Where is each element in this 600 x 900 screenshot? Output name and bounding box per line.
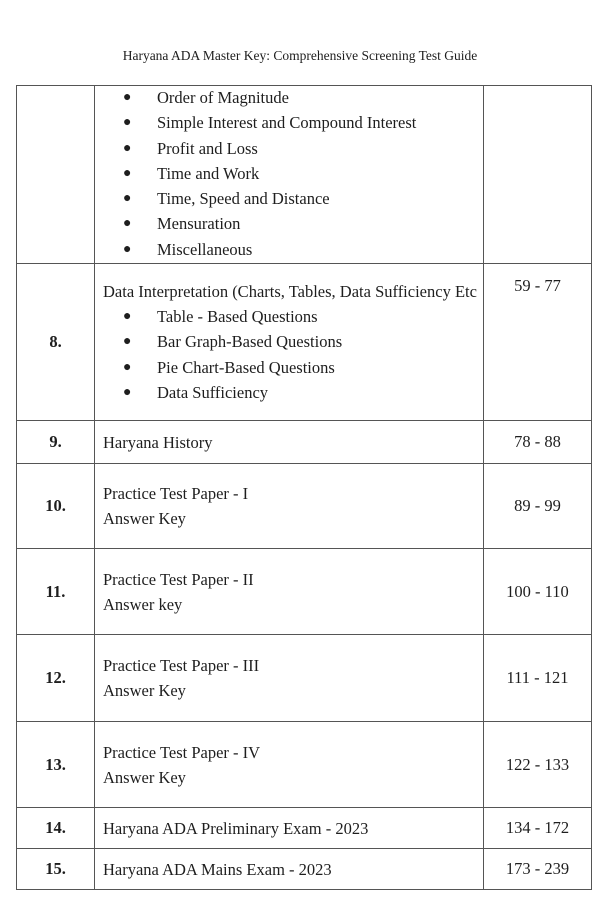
topic-title: Haryana ADA Mains Exam - 2023 [103,859,332,879]
topic-subtitle: Answer Key [103,767,186,787]
page-header-title: Haryana ADA Master Key: Comprehensive Screening Test Guide [122,48,478,63]
topic-cell [95,86,484,264]
table-row [17,86,592,264]
list-item: ● Order of Magnitude [103,85,483,110]
topic-cell [95,464,484,549]
bullet-icon: ● [123,384,132,400]
table-row [17,549,592,635]
bullet-icon: ● [123,359,132,375]
pages-cell: 100 - 110 [484,549,592,635]
topic-cell [95,808,484,849]
pages-cell [484,86,592,264]
list-item: ● Time and Work [103,161,483,186]
bullet-icon: ● [123,241,132,257]
bullet-icon: ● [123,309,132,325]
topic-subtitle: Answer key [103,594,183,614]
table-row [17,264,592,421]
topic-title: Practice Test Paper - II [103,569,254,589]
topic-cell [95,722,484,808]
row-number-cell: 13. [17,722,95,808]
pages-cell: 111 - 121 [484,635,592,722]
topic-title: Data Interpretation (Charts, Tables, Data Sufficiency Etc [103,282,477,302]
bullet-icon: ● [123,334,132,350]
bullet-icon: ● [123,191,132,207]
table-row [17,464,592,549]
table-row [17,421,592,464]
list-item: ● Miscellaneous [103,237,483,262]
pages-cell: 78 - 88 [484,421,592,464]
pages-cell: 134 - 172 [484,808,592,849]
table-row [17,808,592,849]
bullet-icon: ● [123,165,132,181]
row-number-cell: 8. [17,264,95,421]
list-item: ● Table - Based Questions [103,304,483,329]
bullet-list [103,304,483,405]
topic-cell [95,264,484,421]
topic-subtitle: Answer Key [103,509,186,528]
row-number-cell: 14. [17,808,95,849]
list-item: ● Simple Interest and Compound Interest [103,110,483,135]
topic-cell [95,635,484,722]
topic-title: Practice Test Paper - III [103,656,260,675]
pages-cell: 173 - 239 [484,849,592,890]
bullet-icon: ● [123,140,132,156]
topic-title: Haryana History [103,432,213,452]
row-number-cell: 11. [17,549,95,635]
topic-cell [95,549,484,635]
list-item: ● Pie Chart-Based Questions [103,355,483,380]
row-number-cell: 10. [17,464,95,549]
table-row [17,722,592,808]
list-item: ● Data Sufficiency [103,380,483,405]
list-item: ● Profit and Loss [103,136,483,161]
row-number-cell [17,86,95,264]
list-item: ● Time, Speed and Distance [103,186,483,211]
bullet-icon: ● [123,115,132,131]
bullet-icon: ● [123,90,132,106]
topic-cell [95,421,484,464]
bullet-list [103,85,483,261]
list-item: ● Bar Graph-Based Questions [103,329,483,354]
pages-cell: 122 - 133 [484,722,592,808]
list-item: ● Mensuration [103,211,483,236]
topic-cell [95,849,484,890]
row-number-cell: 15. [17,849,95,890]
topic-title: Practice Test Paper - IV [103,742,261,762]
table-row [17,635,592,722]
pages-cell: 89 - 99 [484,464,592,549]
topic-subtitle: Answer Key [103,681,186,700]
contents-table [16,85,592,890]
table-row [17,849,592,890]
pages-cell: 59 - 77 [484,264,592,421]
topic-title: Practice Test Paper - I [103,484,249,503]
bullet-icon: ● [123,216,132,232]
topic-title: Haryana ADA Preliminary Exam - 2023 [103,818,369,838]
row-number-cell: 9. [17,421,95,464]
row-number-cell: 12. [17,635,95,722]
